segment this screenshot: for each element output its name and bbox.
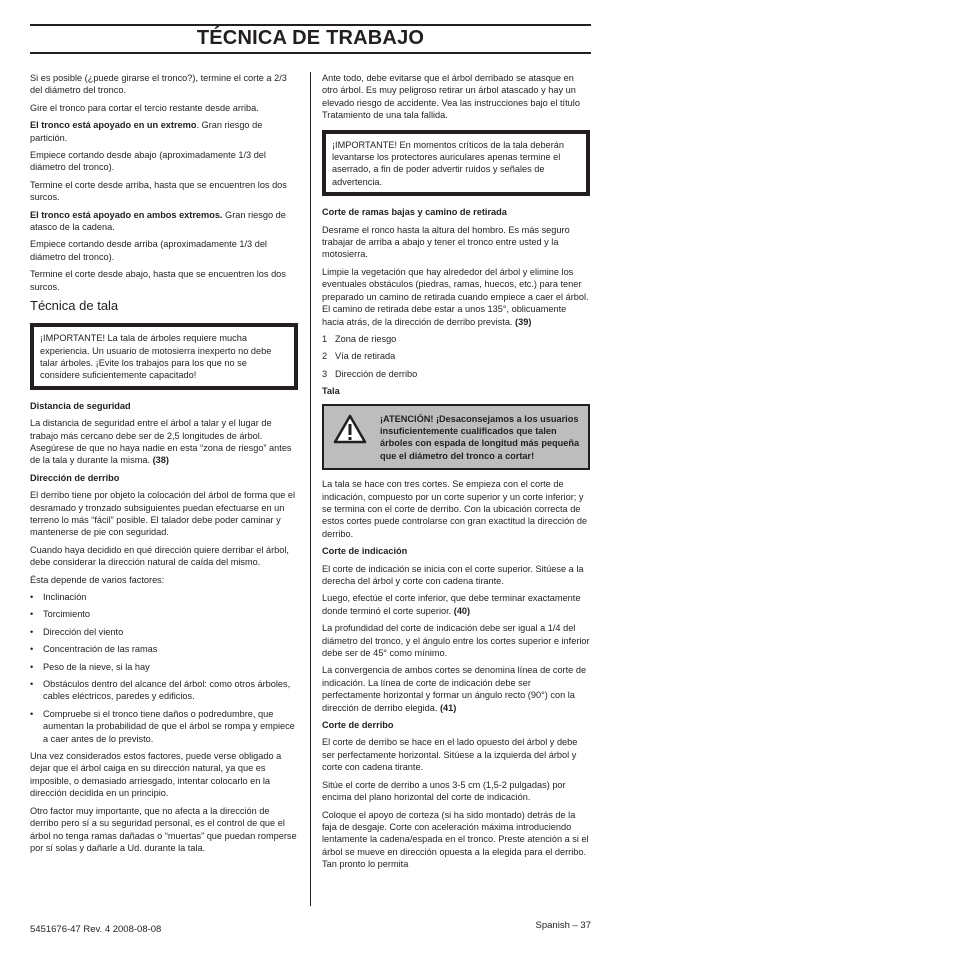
paragraph-text: Limpie la vegetación que hay alrededor del árbol y elimine los eventuales obstáculos (piedras, ramas, huecos, etc.) para tener preparado un camino de retirada cuando empiece a caer el árbol. El camino de retirada debe estar a unos 135°, oblicuamente hacia atrás, de la dirección de derribo prevista.: [322, 266, 589, 327]
bullet-icon: •: [30, 661, 34, 672]
paragraph: Empiece cortando desde arriba (aproximadamente 1/3 del diámetro del tronco).: [30, 239, 267, 262]
list-item-text: Zona de riesgo: [335, 333, 397, 344]
paragraph: La profundidad del corte de indicación debe ser igual a 1/4 del diámetro del tronco, y el ángulo entre los cortes superior e inferior debe ser de 45° como mínimo.: [322, 623, 590, 659]
important-text: ¡IMPORTANTE! La tala de árboles requiere mucha experiencia. Un usuario de motosierra inexperto no debe talar árboles. ¡Evite los trabajos para los que no se considere suficientemente capacitado!: [40, 333, 272, 381]
important-text: ¡IMPORTANTE! En momentos críticos de la tala deberán levantarse los protectores auriculares apenas termine el aserrado, a fin de poder advertir ruidos y señales de advertencia.: [332, 139, 564, 187]
figure-ref: (40): [453, 605, 471, 616]
figure-ref: (41): [439, 702, 457, 713]
list-item-text: Dirección de derribo: [335, 368, 418, 379]
list-item-text: Obstáculos dentro del alcance del árbol: como otros árboles, cables eléctricos, paredes y edificios.: [43, 679, 291, 702]
list-item: [30, 626, 298, 638]
list-item: [30, 661, 298, 673]
important-box: [30, 323, 298, 390]
header-rule-bottom: [30, 52, 591, 54]
numbered-list: [322, 333, 590, 380]
factor-list: [30, 591, 298, 745]
list-item: [322, 350, 590, 362]
list-number: 2: [322, 351, 328, 362]
list-item-text: Dirección del viento: [43, 626, 124, 637]
paragraph: Si es posible (¿puede girarse el tronco?), termine el corte a 2/3 del diámetro del tronco.: [30, 73, 287, 96]
list-number: 1: [322, 333, 328, 344]
warning-text: ¡ATENCIÓN! ¡Desaconsejamos a los usuarios insuficientemente cualificados que talen árboles con espada de longitud más pequeña que el diámetro del tronco a cortar!: [376, 406, 588, 469]
subheading-indicacion: Corte de indicación: [322, 546, 408, 557]
paragraph: El corte de indicación se inicia con el corte superior. Sitúese a la derecha del árbol y corte con cadena tirante.: [322, 563, 584, 586]
bullet-icon: •: [30, 644, 34, 655]
paragraph: Una vez considerados estos factores, puede verse obligado a dejar que el árbol caiga en su dirección natural, ya que es imposible, o demasiado arriesgado, intentar colocarlo en la dirección decidida en un principio.: [30, 751, 282, 799]
paragraph: [322, 266, 590, 328]
bullet-icon: •: [30, 626, 34, 637]
paragraph: Coloque el apoyo de corteza (si ha sido montado) detrás de la faja de desgaje. Corte con aceleración máxima introduciendo lentamente la cadena/espada en el tronco. Preste atención a si el árbol se mueve en dirección opuesta a la elegida para el derribo. Tan pronto lo permita: [322, 809, 589, 870]
subheading-direccion: Dirección de derribo: [30, 472, 120, 483]
list-number: 3: [322, 368, 328, 379]
bullet-icon: •: [30, 592, 34, 602]
subheading-tala: Tala: [322, 386, 340, 397]
page-title: TÉCNICA DE TRABAJO: [196, 27, 425, 49]
subheading-distancia: Distancia de seguridad: [30, 400, 131, 411]
list-item: [30, 608, 298, 620]
list-item: [30, 678, 298, 703]
list-item: [30, 643, 298, 655]
paragraph-text: Luego, efectúe el corte inferior, que debe terminar exactamente donde terminó el corte superior.: [322, 593, 581, 616]
paragraph: Ante todo, debe evitarse que el árbol derribado se atasque en otro árbol. Es muy peligroso retirar un árbol atascado y hay un elevado riesgo de accidente. Vea las instrucciones bajo el título Tratamiento de una tala fallida.: [322, 73, 580, 121]
right-column: [322, 72, 590, 876]
paragraph: Termine el corte desde arriba, hasta que se encuentren los dos surcos.: [30, 179, 287, 203]
bold-lead: El tronco está apoyado en un extremo: [30, 120, 197, 131]
section-heading-tala: Técnica de tala: [30, 298, 119, 314]
list-item-text: Torcimiento: [43, 609, 90, 620]
bullet-icon: •: [30, 708, 34, 719]
document-id: 5451676-47 Rev. 4 2008-08-08: [30, 924, 162, 935]
paragraph: Ésta depende de varios factores:: [30, 574, 165, 585]
bullet-icon: •: [30, 609, 34, 620]
subheading-derribo: Corte de derribo: [322, 720, 394, 731]
bold-lead: El tronco está apoyado en ambos extremos.: [30, 209, 223, 220]
column-divider: [310, 72, 311, 906]
important-box: [322, 130, 590, 197]
list-item: [30, 591, 298, 603]
list-item-text: Compruebe si el tronco tiene daños o podredumbre, que aumentan la probabilidad de que el árbol se rompa y empiece a caer antes de lo previsto.: [43, 708, 295, 744]
list-item: [30, 708, 298, 745]
warning-box: [322, 404, 590, 471]
paragraph: El derribo tiene por objeto la colocación del árbol de forma que el desramado y tronzado subsiguientes puedan efectuarse en un terreno lo más “fácil” posible. El talador debe poder caminar y mantenerse de pie con seguridad.: [30, 490, 296, 538]
list-item-text: Vía de retirada: [335, 351, 396, 362]
paragraph: Cuando haya decidido en qué dirección quiere derribar el árbol, debe considerar la dirección natural de caída del mismo.: [30, 544, 289, 568]
paragraph: Gire el tronco para cortar el tercio restante desde arriba.: [30, 102, 259, 113]
paragraph: Empiece cortando desde abajo (aproximadamente 1/3 del diámetro del tronco).: [30, 150, 266, 173]
paragraph-text: La convergencia de ambos cortes se denomina línea de corte de indicación. La línea de corte de indicación debe ser perfectamente horizontal y formar un ángulo recto (90°) con la dirección de derribo elegida.: [322, 665, 587, 713]
list-item: [322, 333, 590, 345]
paragraph: La tala se hace con tres cortes. Se empieza con el corte de indicación, compuesto por un corte superior y un corte inferior; y se termina con el corte de derribo. Con la ubicación correcta de estos cortes puede controlarse con gran exactitud la dirección de derribo.: [322, 479, 588, 539]
page-number: Spanish – 37: [535, 920, 591, 931]
paragraph: [322, 664, 590, 714]
paragraph: [30, 417, 298, 467]
figure-ref: (38): [152, 455, 169, 466]
list-item-text: Peso de la nieve, si la hay: [43, 661, 150, 672]
list-item-text: Inclinación: [43, 592, 87, 602]
warning-triangle-icon: [324, 406, 376, 469]
paragraph: Desrame el ronco hasta la altura del hombro. Es más seguro trabajar de arriba a abajo y tener el tronco entre usted y la motosierra.: [322, 224, 570, 260]
paragraph-text: La distancia de seguridad entre el árbol a talar y el lugar de trabajo más cercano debe ser de 2,5 longitudes de árbol. Asegúrese de que no haya nadie en esta “zona de riesgo” antes de la tala y durante la misma.: [30, 418, 292, 466]
paragraph: El corte de derribo se hace en el lado opuesto del árbol y debe ser perfectamente horizontal. Sitúese a la izquierda del árbol y corte con cadena tirante.: [322, 737, 578, 773]
paragraph: [322, 592, 590, 617]
list-item: [322, 368, 590, 380]
figure-ref: (39): [515, 316, 532, 327]
paragraph: Termine el corte desde abajo, hasta que se encuentren los dos surcos.: [30, 269, 286, 292]
list-item-text: Concentración de las ramas: [43, 644, 158, 655]
header-rule-top: [30, 24, 591, 26]
paragraph: [30, 119, 298, 144]
paragraph: Sitúe el corte de derribo a unos 3-5 cm (1,5-2 pulgadas) por encima del plano horizontal del corte de indicación.: [322, 779, 566, 803]
paragraph: Otro factor muy importante, que no afecta a la dirección de derribo pero sí a su seguridad personal, es el control de que el árbol no tenga ramas dañadas o “muertas” que puedan romperse por sí solas y dañarle a Ud. durante la tala.: [30, 805, 297, 853]
left-column: [30, 72, 298, 859]
paragraph-text: Gran riesgo de atasco de la cadena.: [30, 209, 286, 233]
subheading-ramas: Corte de ramas bajas y camino de retirada: [322, 207, 507, 218]
bullet-icon: •: [30, 679, 34, 690]
paragraph-text: . Gran riesgo de partición.: [30, 120, 263, 143]
paragraph: [30, 209, 298, 234]
